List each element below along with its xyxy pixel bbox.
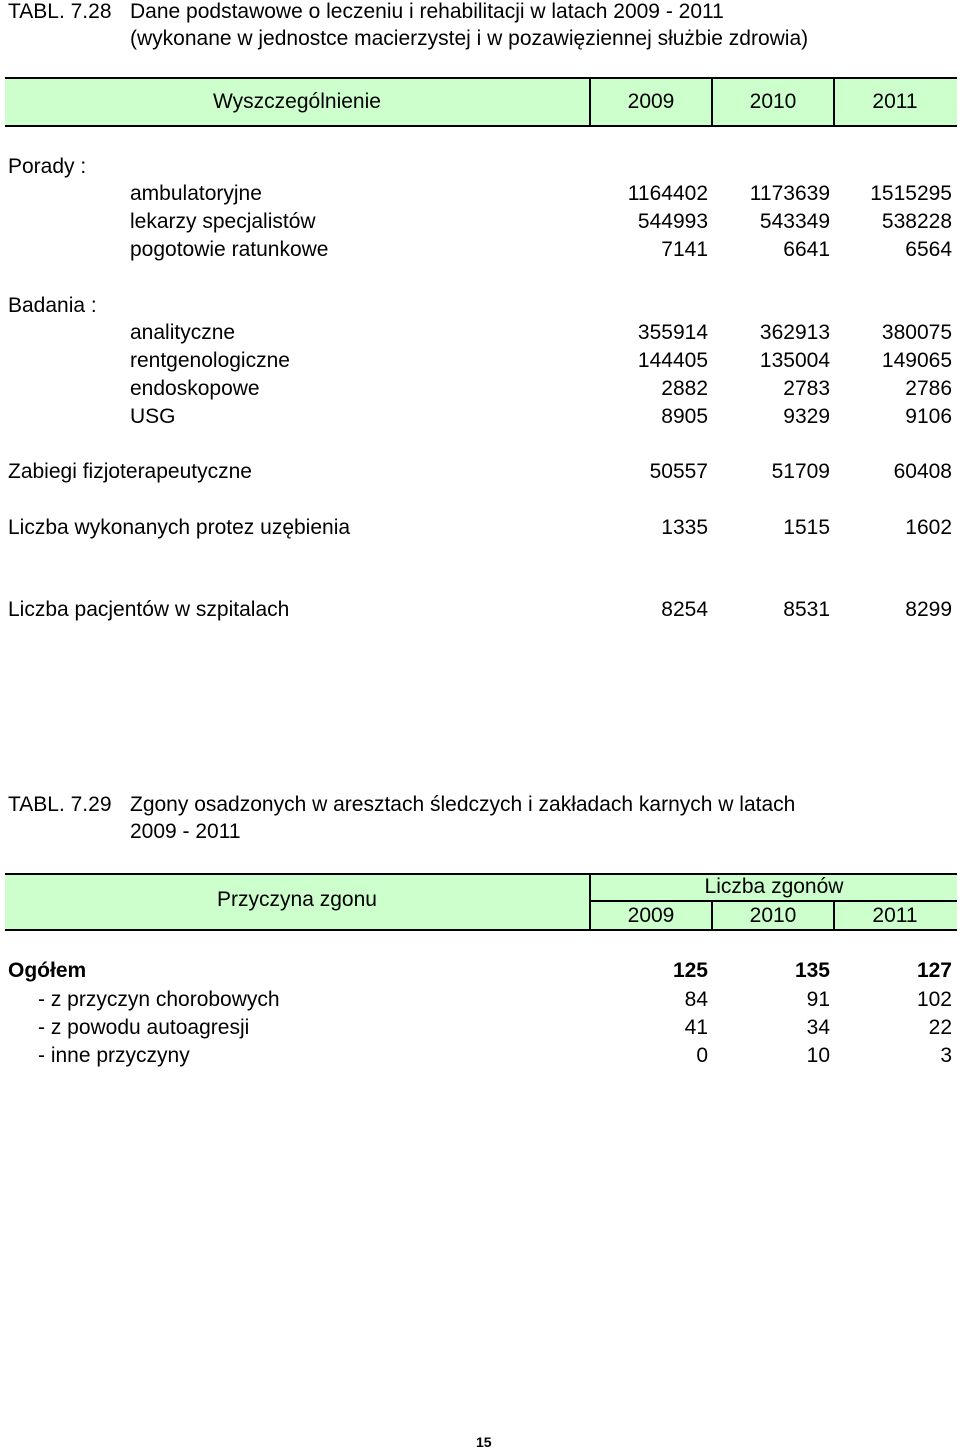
table2-title-line2: 2009 - 2011 <box>130 820 241 843</box>
row-label: - z przyczyn chorobowych <box>38 988 280 1011</box>
cell-2011: 380075 <box>881 321 952 344</box>
cell-2009: 144405 <box>637 349 708 372</box>
cell-2010: 1173639 <box>749 182 830 205</box>
badania-section-label: Badania : <box>8 294 97 317</box>
cell-2010: 51709 <box>771 460 830 483</box>
table1-header-col0: Wyszczególnienie <box>213 90 381 113</box>
table1-header-2011: 2011 <box>872 90 918 113</box>
row-label: ambulatoryjne <box>130 182 262 205</box>
row-label: lekarzy specjalistów <box>130 210 316 233</box>
cell-2011: 6564 <box>905 238 952 261</box>
cell-2011: 102 <box>916 988 952 1011</box>
cell-2009: 544993 <box>637 210 708 233</box>
cell-2009: 1164402 <box>627 182 708 205</box>
table1-label: TABL. 7.28 <box>8 0 112 23</box>
table2-header-2010: 2010 <box>749 904 797 927</box>
row-label: Zabiegi fizjoterapeutyczne <box>8 460 252 483</box>
cell-2010: 34 <box>806 1016 830 1039</box>
cell-2011: 22 <box>928 1016 952 1039</box>
table2-header-2009: 2009 <box>627 904 675 927</box>
cell-2011: 3 <box>940 1044 952 1067</box>
table1-header-2009: 2009 <box>627 90 675 113</box>
table1-header-2010: 2010 <box>749 90 797 113</box>
cell-2009: 1335 <box>661 516 708 539</box>
cell-2009: 125 <box>672 959 708 982</box>
cell-2011: 1602 <box>905 516 952 539</box>
cell-2011: 60408 <box>893 460 952 483</box>
cell-2010: 1515 <box>783 516 830 539</box>
cell-2009: 41 <box>684 1016 708 1039</box>
table2-header-group: Liczba zgonów <box>704 875 844 898</box>
page-number: 15 <box>476 1434 492 1450</box>
cell-2009: 2882 <box>661 377 708 400</box>
table2-header-col0: Przyczyna zgonu <box>217 888 377 911</box>
cell-2011: 2786 <box>905 377 952 400</box>
row-label: - inne przyczyny <box>38 1044 190 1067</box>
cell-2010: 9329 <box>783 405 830 428</box>
cell-2010: 135 <box>794 959 830 982</box>
table2-label: TABL. 7.29 <box>8 793 112 816</box>
cell-2010: 91 <box>806 988 830 1011</box>
cell-2009: 84 <box>684 988 708 1011</box>
cell-2009: 7141 <box>661 238 708 261</box>
porady-section-label: Porady : <box>8 155 87 178</box>
cell-2010: 362913 <box>759 321 830 344</box>
cell-2009: 0 <box>696 1044 708 1067</box>
cell-2010: 543349 <box>759 210 830 233</box>
table2-header-2011: 2011 <box>872 904 918 927</box>
row-label: - z powodu autoagresji <box>38 1016 250 1039</box>
cell-2010: 6641 <box>783 238 830 261</box>
row-label: analityczne <box>130 321 236 344</box>
row-label: Liczba wykonanych protez uzębienia <box>8 516 351 539</box>
cell-2009: 8254 <box>661 598 708 621</box>
cell-2011: 1515295 <box>870 182 952 205</box>
table2-title-line1: Zgony osadzonych w aresztach śledczych i zakładach karnych w latach <box>130 793 796 816</box>
cell-2011: 8299 <box>905 598 952 621</box>
cell-2011: 149065 <box>881 349 952 372</box>
cell-2009: 50557 <box>649 460 708 483</box>
row-label: USG <box>130 405 176 428</box>
cell-2009: 355914 <box>637 321 708 344</box>
cell-2011: 9106 <box>905 405 952 428</box>
row-label: pogotowie ratunkowe <box>130 238 329 261</box>
table2-header-divider <box>589 900 957 902</box>
cell-2010: 135004 <box>759 349 830 372</box>
cell-2010: 10 <box>806 1044 830 1067</box>
cell-2009: 8905 <box>661 405 708 428</box>
table1-title-line2: (wykonane w jednostce macierzystej i w pozawięziennej służbie zdrowia) <box>130 27 809 50</box>
cell-2011: 127 <box>916 959 952 982</box>
row-label: rentgenologiczne <box>130 349 290 372</box>
cell-2011: 538228 <box>881 210 952 233</box>
row-label: Ogółem <box>8 959 87 982</box>
row-label: Liczba pacjentów w szpitalach <box>8 598 290 621</box>
cell-2010: 8531 <box>783 598 830 621</box>
cell-2010: 2783 <box>783 377 830 400</box>
table1-title-line1: Dane podstawowe o leczeniu i rehabilitacji w latach 2009 - 2011 <box>130 0 724 23</box>
row-label: endoskopowe <box>130 377 260 400</box>
